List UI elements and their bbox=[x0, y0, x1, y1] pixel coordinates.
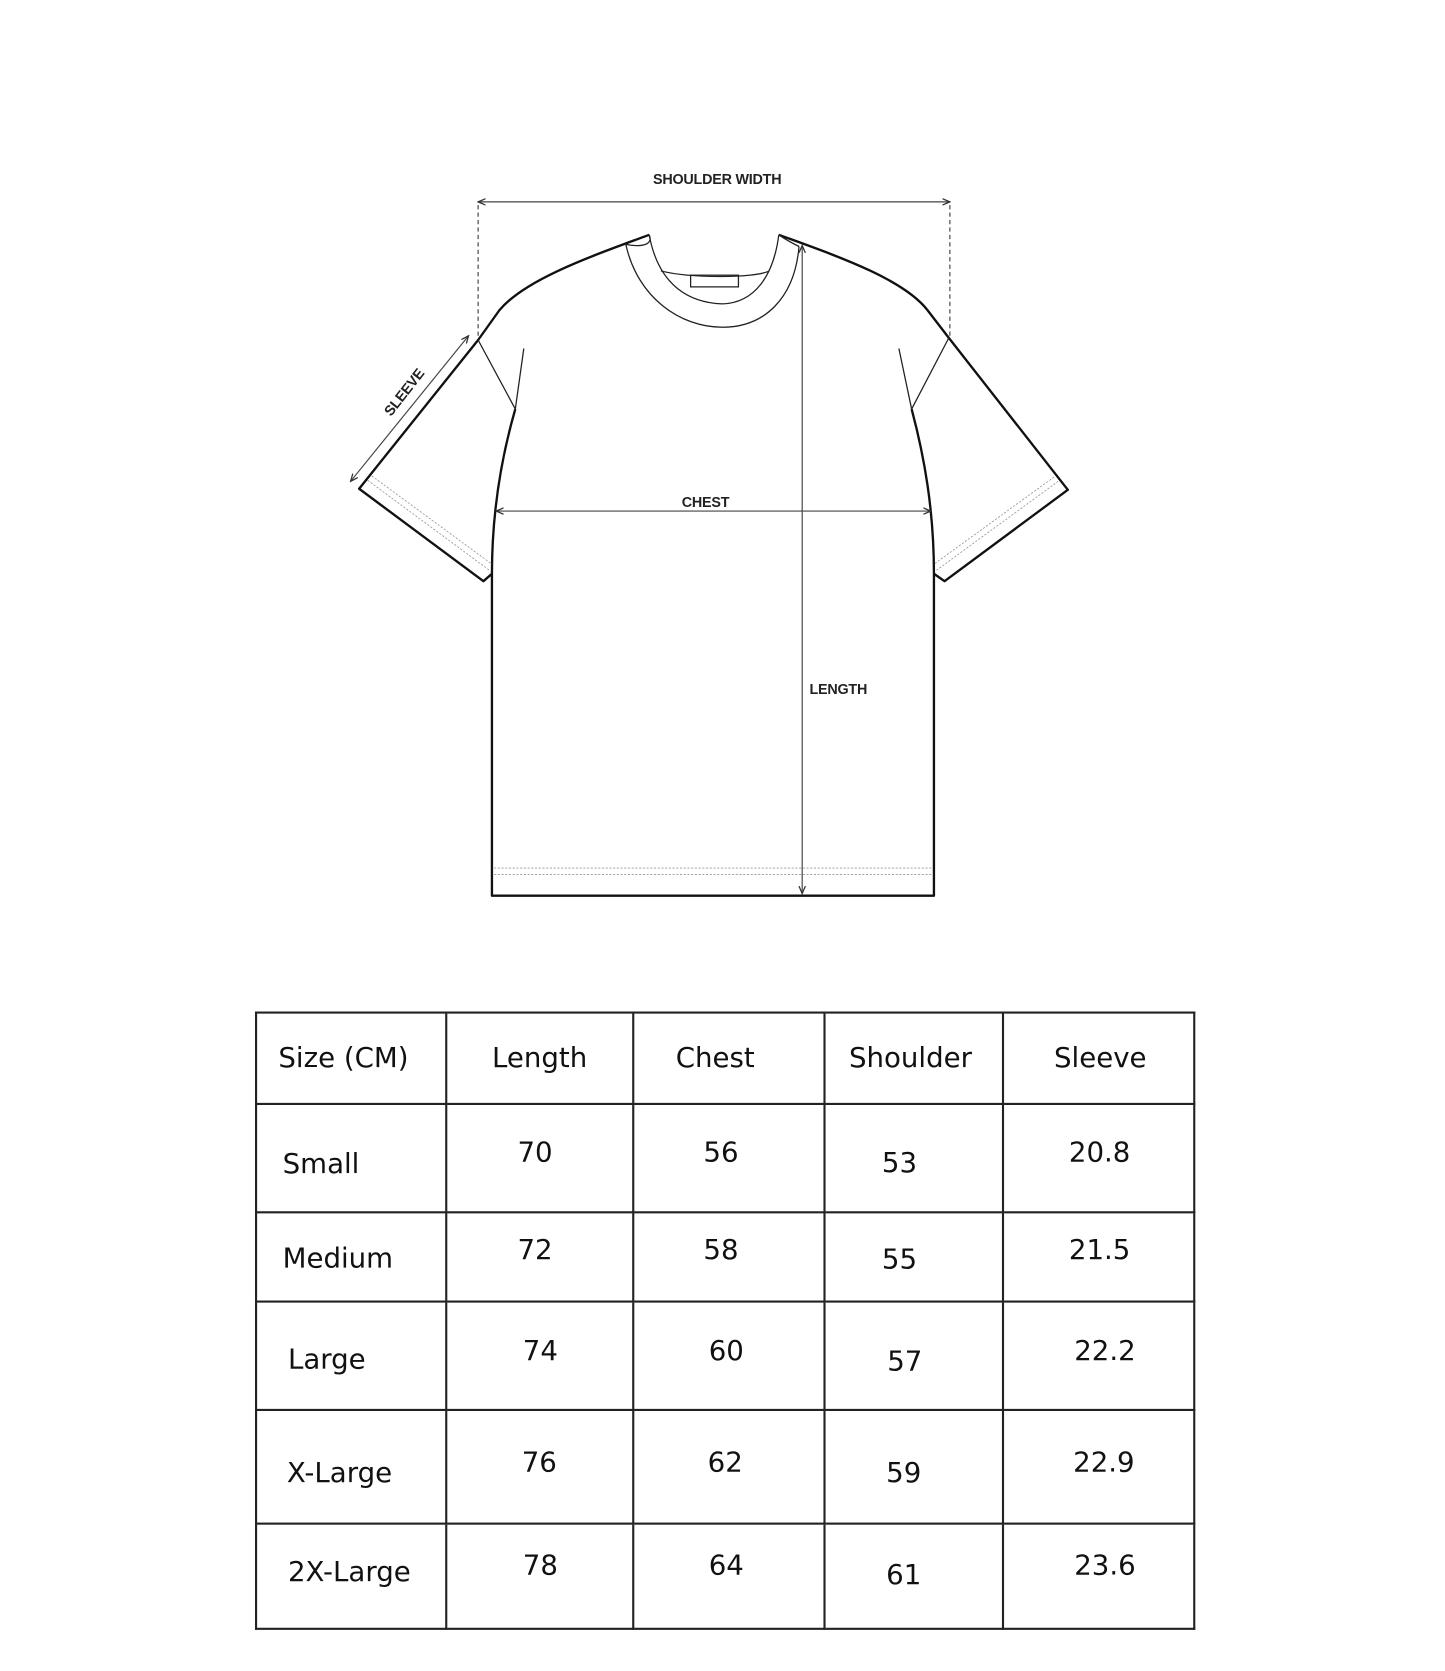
chest-cell: 58 bbox=[703, 1234, 739, 1267]
length-cell: 78 bbox=[522, 1549, 558, 1582]
tshirt-outline bbox=[359, 235, 1068, 896]
shoulder-cell: 57 bbox=[887, 1346, 923, 1379]
shoulder-cell: 61 bbox=[886, 1559, 922, 1592]
chest-label: CHEST bbox=[681, 494, 730, 511]
chest-cell: 64 bbox=[708, 1549, 744, 1582]
measurement-arrows bbox=[351, 202, 950, 894]
header-chest: Chest bbox=[675, 1042, 755, 1075]
sleeve-cell: 21.5 bbox=[1068, 1234, 1131, 1267]
tshirt-seams bbox=[478, 235, 949, 409]
sleeve-cell: 23.6 bbox=[1074, 1549, 1136, 1582]
length-cell: 72 bbox=[517, 1234, 553, 1267]
length-label: LENGTH bbox=[809, 681, 868, 698]
shoulder-cell: 53 bbox=[881, 1147, 918, 1180]
sleeve-cell: 20.8 bbox=[1068, 1136, 1131, 1169]
size-chart-table bbox=[255, 1012, 1195, 1630]
header-length: Length bbox=[491, 1042, 588, 1075]
header-shoulder: Shoulder bbox=[848, 1042, 972, 1075]
size-cell: X-Large bbox=[286, 1457, 393, 1490]
size-cell: Small bbox=[282, 1148, 360, 1181]
sleeve-arrow bbox=[351, 336, 469, 482]
chest-cell: 56 bbox=[703, 1136, 739, 1169]
shoulder-cell: 55 bbox=[881, 1244, 918, 1277]
table-header-row bbox=[256, 1013, 1194, 1104]
table-row bbox=[256, 1212, 1194, 1301]
header-sleeve: Sleeve bbox=[1054, 1042, 1147, 1075]
table-row bbox=[256, 1524, 1194, 1629]
sleeve-cell: 22.9 bbox=[1073, 1446, 1135, 1479]
table-row bbox=[256, 1104, 1194, 1212]
shoulder-cell: 59 bbox=[886, 1457, 922, 1490]
hem-stitching bbox=[368, 476, 1059, 874]
length-cell: 70 bbox=[517, 1136, 553, 1169]
chest-cell: 60 bbox=[708, 1335, 744, 1368]
sleeve-cell: 22.2 bbox=[1074, 1335, 1136, 1368]
table-row bbox=[256, 1410, 1194, 1524]
length-cell: 76 bbox=[521, 1446, 557, 1479]
chest-cell: 62 bbox=[707, 1446, 743, 1479]
size-cell: Medium bbox=[282, 1243, 394, 1275]
length-cell: 74 bbox=[522, 1335, 558, 1368]
table-row bbox=[256, 1302, 1194, 1410]
shoulder-width-label: SHOULDER WIDTH bbox=[653, 171, 782, 188]
size-cell: Large bbox=[287, 1344, 366, 1376]
size-cell: 2X-Large bbox=[287, 1556, 411, 1588]
sleeve-label: SLEEVE bbox=[381, 366, 429, 420]
header-size: Size (CM) bbox=[278, 1042, 409, 1075]
